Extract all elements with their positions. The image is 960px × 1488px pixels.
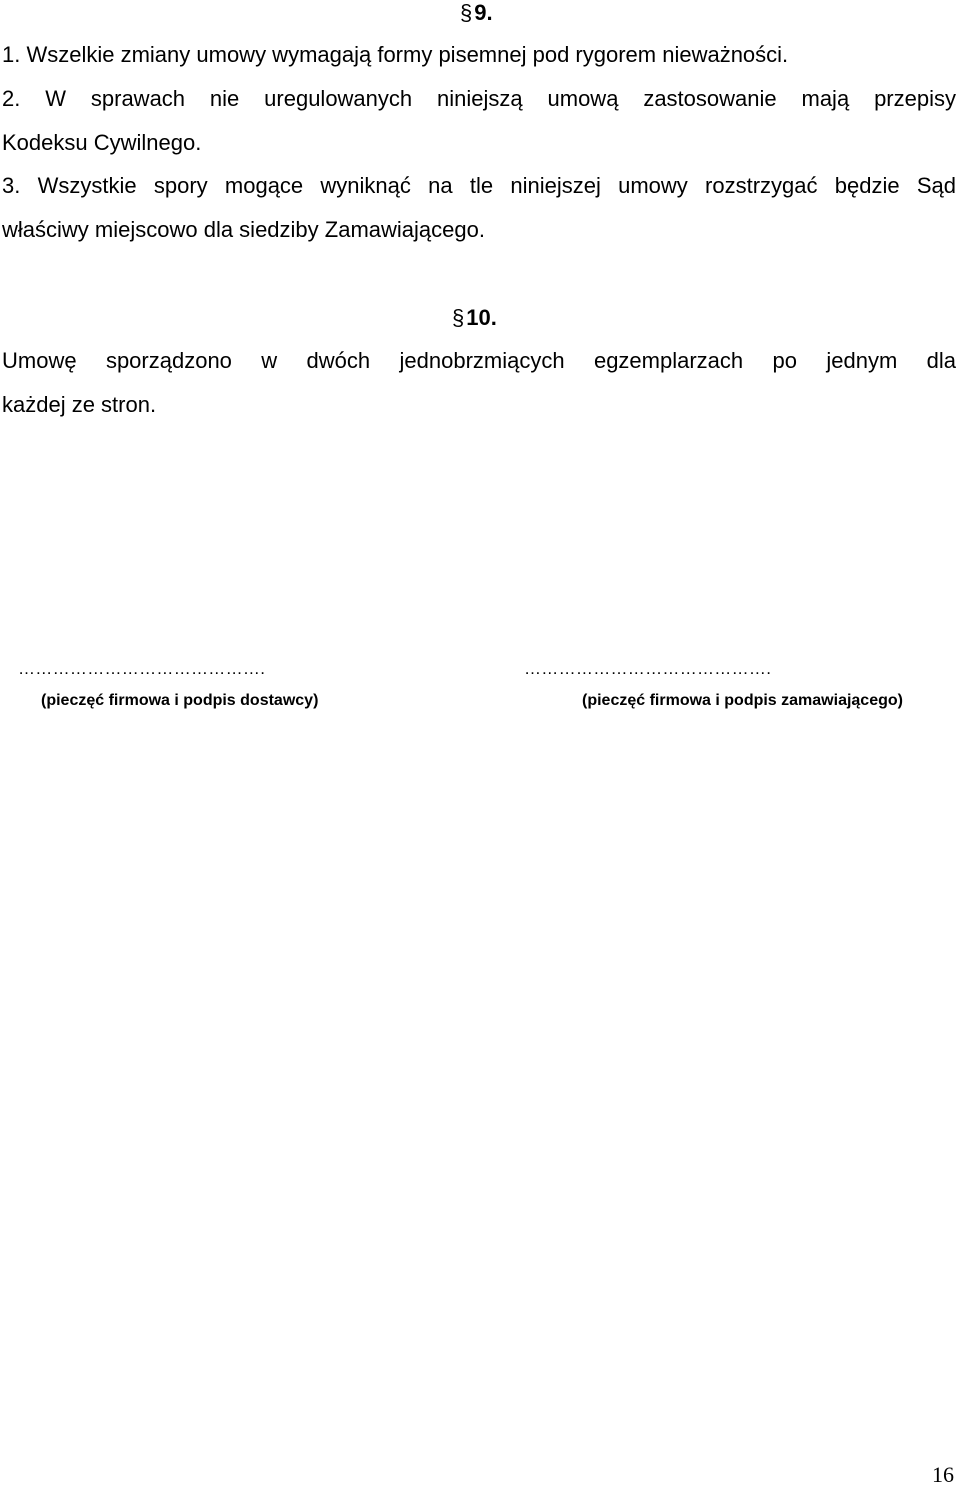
supplier-signature-line: ……………………………………. [18, 659, 266, 678]
paragraph-sign: § [460, 0, 473, 25]
page-number: 16 [932, 1462, 954, 1487]
section-10-heading [452, 305, 497, 331]
section-9-heading [460, 0, 493, 26]
clause-2: 2. W sprawach nie uregulowanych niniejszą umową zastosowanie mają przepisy [2, 86, 956, 111]
client-signature-caption: (pieczęć firmowa i podpis zamawiającego) [582, 692, 903, 709]
clause-3-continuation: właściwy miejscowo dla siedziby Zamawiającego. [2, 217, 485, 242]
supplier-signature-caption: (pieczęć firmowa i podpis dostawcy) [41, 692, 319, 709]
clause-1: 1. Wszelkie zmiany umowy wymagają formy pisemnej pod rygorem nieważności. [2, 42, 789, 67]
paragraph-sign: § [452, 305, 465, 330]
client-signature-line: ……………………………………. [524, 659, 772, 678]
clause-2-continuation: Kodeksu Cywilnego. [2, 130, 202, 155]
section-number: 9. [474, 0, 493, 25]
copies-clause: Umowę sporządzono w dwóch jednobrzmiących egzemplarzach po jednym dla [2, 348, 956, 373]
clause-3: 3. Wszystkie spory mogące wyniknąć na tle niniejszej umowy rozstrzygać będzie Sąd [2, 173, 956, 198]
section-number: 10. [466, 305, 497, 330]
copies-clause-continuation: każdej ze stron. [2, 392, 157, 417]
